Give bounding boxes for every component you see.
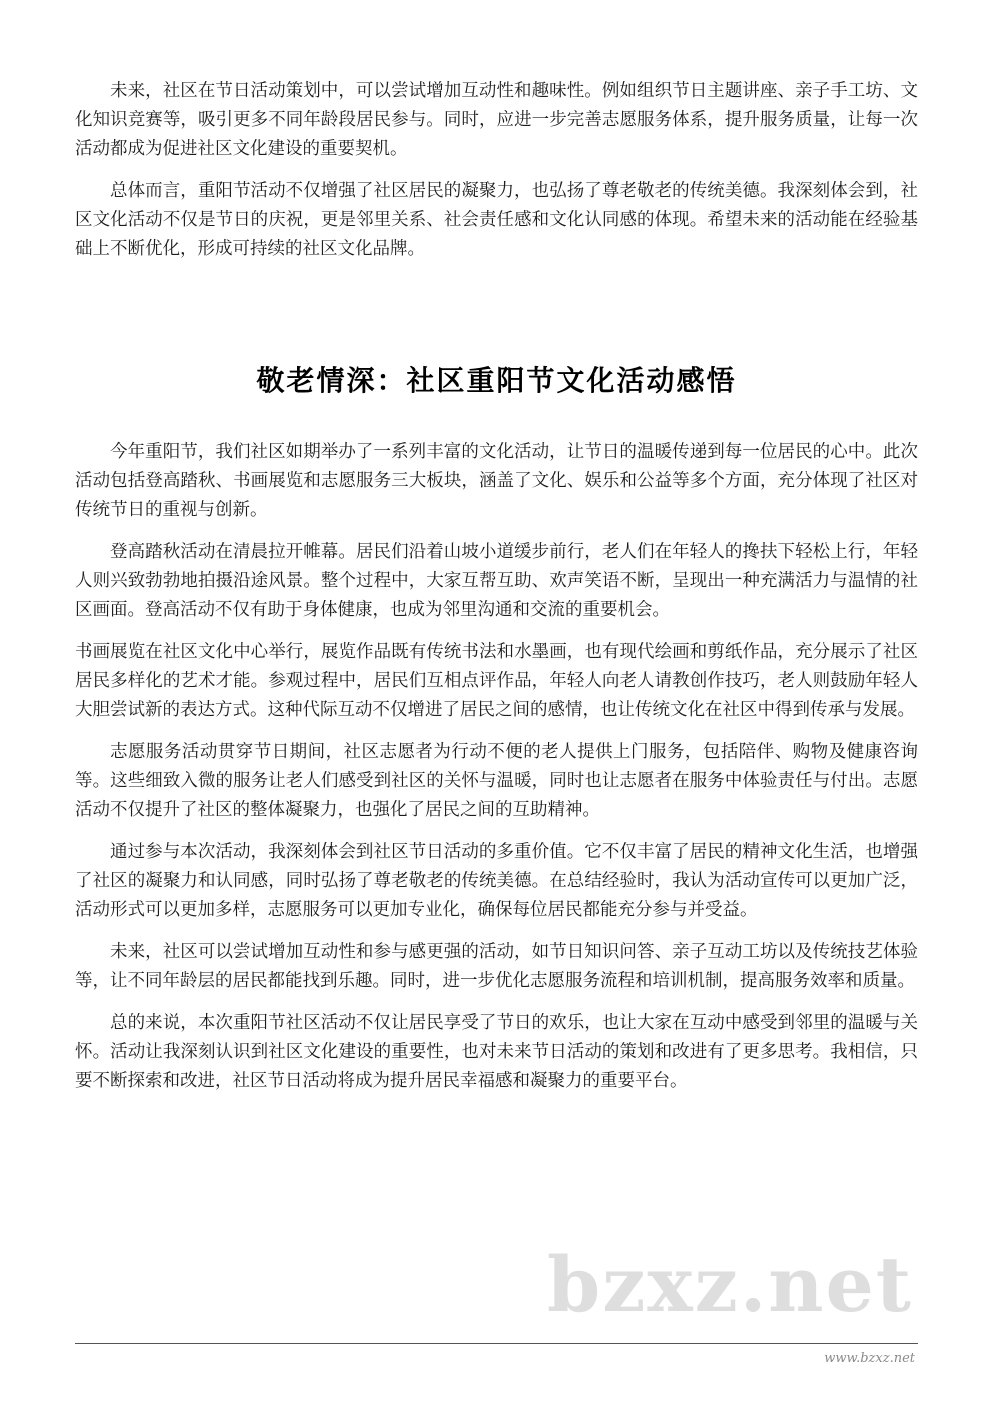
paragraph: 总的来说，本次重阳节社区活动不仅让居民享受了节日的欢乐，也让大家在互动中感受到邻里的温暖与关怀。活动让我深刻认识到社区文化建设的重要性，也对未来节日活动的策划和改进有了更多思考。我相信，只要不断探索和改进，社区节日活动将成为提升居民幸福感和凝聚力的重要平台。: [75, 1012, 918, 1090]
footer-divider: [75, 1343, 918, 1344]
paragraph: 志愿服务活动贯穿节日期间，社区志愿者为行动不便的老人提供上门服务，包括陪伴、购物及健康咨询等。这些细致入微的服务让老人们感受到社区的关怀与温暖，同时也让志愿者在服务中体验责任与付出。志愿活动不仅提升了社区的整体凝聚力，也强化了居民之间的互助精神。: [75, 741, 918, 819]
paragraph: 登高踏秋活动在清晨拉开帷幕。居民们沿着山坡小道缓步前行，老人们在年轻人的搀扶下轻松上行，年轻人则兴致勃勃地拍摄沿途风景。整个过程中，大家互帮互助、欢声笑语不断，呈现出一种充满活力与温情的社区画面。登高活动不仅有助于身体健康，也成为邻里沟通和交流的重要机会。: [75, 541, 918, 619]
paragraph: 今年重阳节，我们社区如期举办了一系列丰富的文化活动，让节日的温暖传递到每一位居民的心中。此次活动包括登高踏秋、书画展览和志愿服务三大板块，涵盖了文化、娱乐和公益等多个方面，充分体现了社区对传统节日的重视与创新。: [75, 441, 918, 519]
document-content: [75, 76, 918, 1108]
paragraph: 通过参与本次活动，我深刻体会到社区节日活动的多重价值。它不仅丰富了居民的精神文化生活，也增强了社区的凝聚力和认同感，同时弘扬了尊老敬老的传统美德。在总结经验时，我认为活动宣传可以更加广泛，活动形式可以更加多样，志愿服务可以更加专业化，确保每位居民都能充分参与并受益。: [75, 841, 918, 919]
paragraph: 未来，社区可以尝试增加互动性和参与感更强的活动，如节日知识问答、亲子互动工坊以及传统技艺体验等，让不同年龄层的居民都能找到乐趣。同时，进一步优化志愿服务流程和培训机制，提高服务效率和质量。: [75, 941, 918, 990]
footer-url: www.bzxz.net: [824, 1351, 915, 1366]
paragraph: 书画展览在社区文化中心举行，展览作品既有传统书法和水墨画，也有现代绘画和剪纸作品，充分展示了社区居民多样化的艺术才能。参观过程中，居民们互相点评作品，年轻人向老人请教创作技巧，老人则鼓励年轻人大胆尝试新的表达方式。这种代际互动不仅增进了居民之间的感情，也让传统文化在社区中得到传承与发展。: [75, 641, 918, 719]
paragraph: 未来，社区在节日活动策划中，可以尝试增加互动性和趣味性。例如组织节日主题讲座、亲子手工坊、文化知识竞赛等，吸引更多不同年龄段居民参与。同时，应进一步完善志愿服务体系，提升服务质量，让每一次活动都成为促进社区文化建设的重要契机。: [75, 80, 918, 158]
site-watermark: bzxz.net: [547, 1240, 913, 1329]
article-title: 敬老情深：社区重阳节文化活动感悟: [256, 366, 737, 397]
paragraph: 总体而言，重阳节活动不仅增强了社区居民的凝聚力，也弘扬了尊老敬老的传统美德。我深刻体会到，社区文化活动不仅是节日的庆祝，更是邻里关系、社会责任感和文化认同感的体现。希望未来的活动能在经验基础上不断优化，形成可持续的社区文化品牌。: [75, 180, 918, 258]
